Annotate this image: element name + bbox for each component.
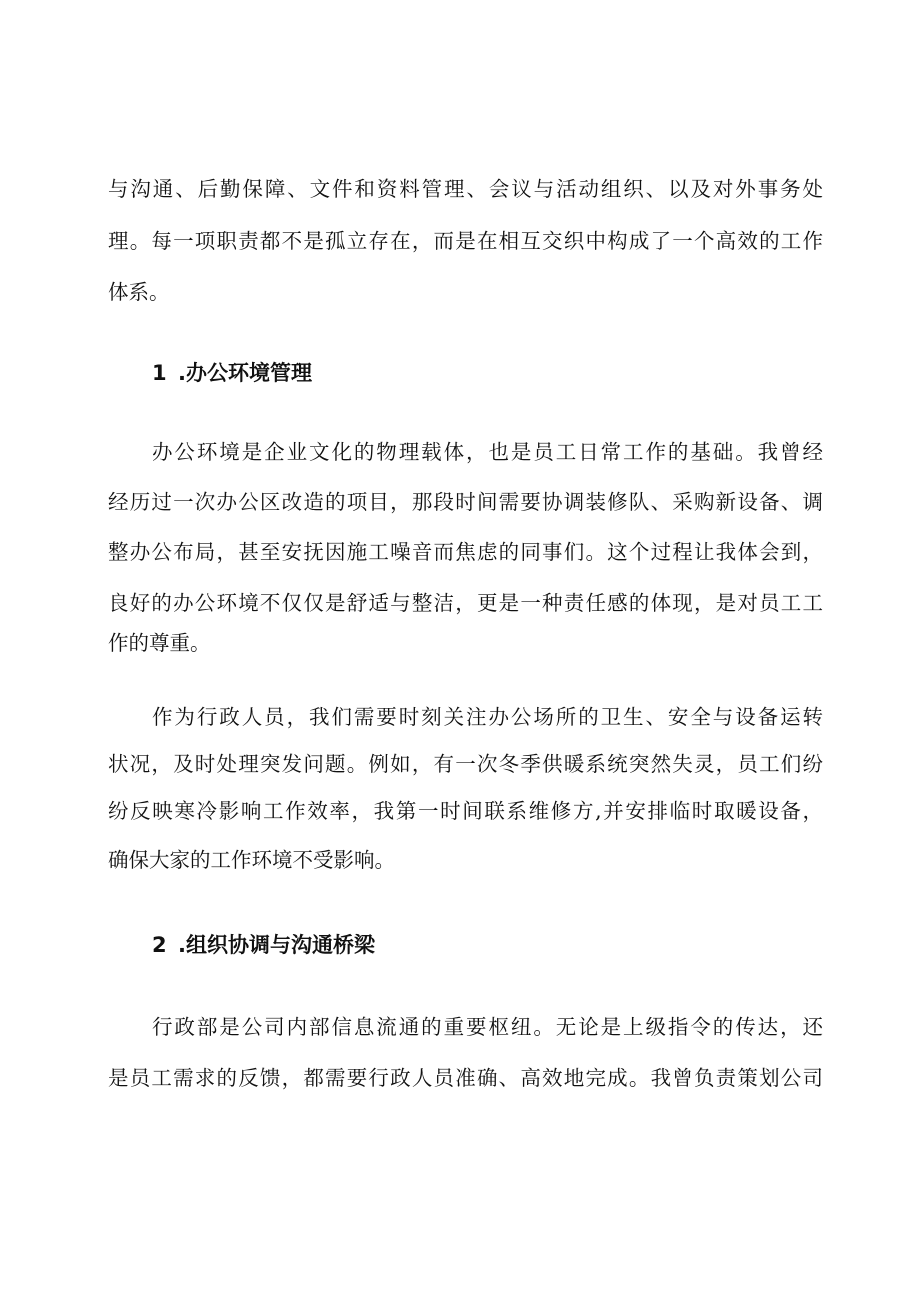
section-title: .办公环境管理 (178, 361, 312, 385)
paragraph-line: 作的尊重。 (108, 631, 211, 655)
paragraph-line: 整办公布局，甚至安抚因施工噪音而焦虑的同事们。这个过程让我体会到， (108, 540, 823, 564)
paragraph-line: 确保大家的工作环境不受影响。 (108, 848, 395, 872)
intro-line: 理。每一项职责都不是孤立存在，而是在相互交织中构成了一个高效的工作 (108, 229, 823, 253)
paragraph-line: 良好的办公环境不仅仅是舒适与整洁，更是一种责任感的体现，是对员工工 (108, 591, 823, 615)
section-title: .组织协调与沟通桥梁 (178, 933, 375, 957)
intro-line: 与沟通、后勤保障、文件和资料管理、会议与活动组织、以及对外事务处 (108, 177, 823, 201)
section-heading-1 (152, 360, 312, 386)
paragraph-line: 作为行政人员，我们需要时刻关注办公场所的卫生、安全与设备运转 (152, 705, 823, 729)
paragraph-line: 纷反映寒冷影响工作效率，我第一时间联系维修方,并安排临时取暖设备， (108, 799, 823, 823)
section-number: 1 (152, 361, 167, 385)
paragraph-line: 办公环境是企业文化的物理载体，也是员工日常工作的基础。我曾经 (152, 440, 823, 464)
paragraph-line: 行政部是公司内部信息流通的重要枢纽。无论是上级指令的传达，还 (152, 1015, 823, 1039)
paragraph-line: 经历过一次办公区改造的项目，那段时间需要协调装修队、采购新设备、调 (108, 490, 823, 514)
intro-line: 体系。 (108, 280, 170, 304)
section-number: 2 (152, 933, 167, 957)
paragraph-line: 状况，及时处理突发问题。例如，有一次冬季供暖系统突然失灵，员工们纷 (108, 752, 823, 776)
section-heading-2 (152, 932, 375, 958)
paragraph-line: 是员工需求的反馈，都需要行政人员准确、高效地完成。我曾负责策划公司 (108, 1066, 823, 1090)
